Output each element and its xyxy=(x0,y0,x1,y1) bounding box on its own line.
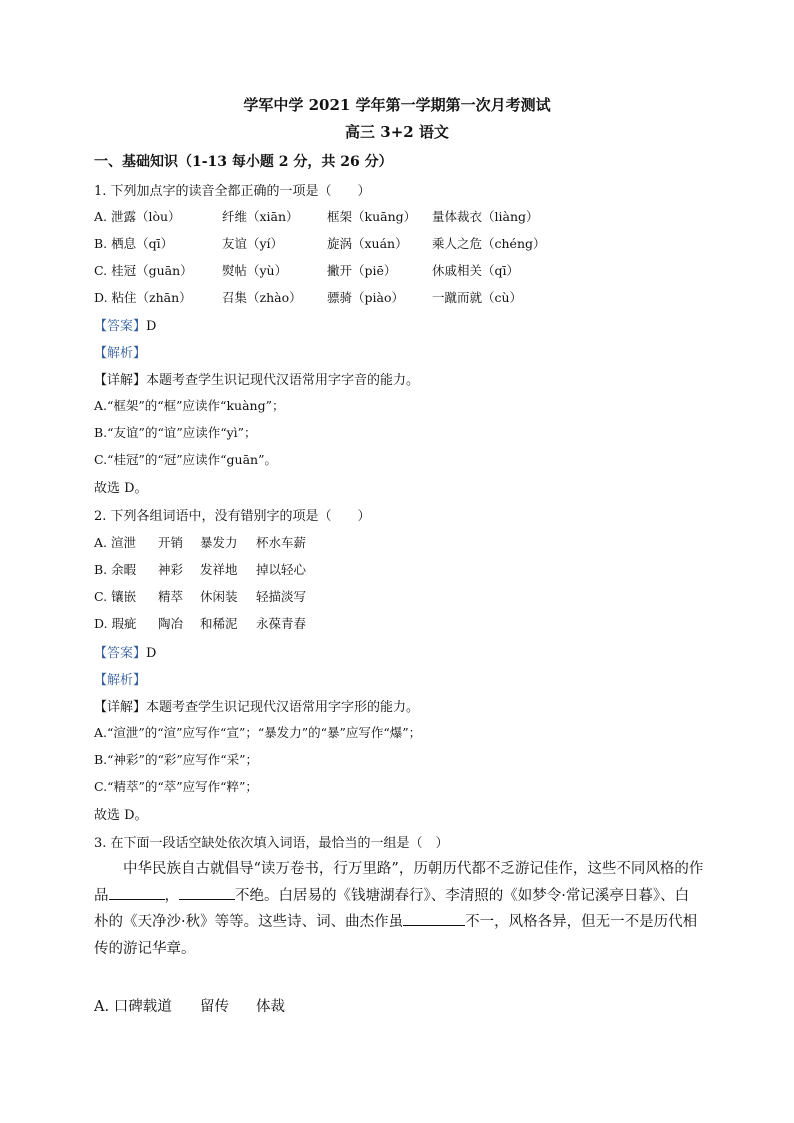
q1-option-c-4: 休戚相关（qī） xyxy=(432,263,519,278)
q2-note-a: A.“渲泄”的“渲”应写作“宣”；“暴发力”的“暴”应写作“爆”； xyxy=(94,725,422,740)
q1-note-c: C.“桂冠”的“冠”应读作“guān”。 xyxy=(94,452,277,467)
q1-detail-text: 本题考查学生识记现代汉语常用字字音的能力。 xyxy=(146,373,420,388)
q2-detail-label: 【详解】 xyxy=(94,700,147,715)
q2-option-b-3: 发祥地 xyxy=(200,562,238,577)
section-heading: 一、基础知识（1-13 每小题 2 分，共 26 分） xyxy=(94,154,393,170)
q1-option-a-3: 框架（kuāng） xyxy=(327,209,417,224)
q2-conclusion: 故选 D。 xyxy=(94,808,148,823)
q1-answer xyxy=(94,315,156,334)
q1-analysis-label: 【解析】 xyxy=(94,346,147,361)
q3-passage-text-2a: 品 xyxy=(94,887,109,904)
q1-option-d-1: D. 粘住（zhān） xyxy=(94,290,192,305)
q3-blank-3 xyxy=(403,911,465,926)
q2-answer xyxy=(94,642,156,661)
q2-option-d-3: 和稀泥 xyxy=(200,616,238,631)
q1-option-d-2: 召集（zhào） xyxy=(222,290,302,305)
q3-passage-text-4: 传的游记华章。 xyxy=(94,940,196,957)
q1-note-a: A.“框架”的“框”应读作“kuàng”； xyxy=(94,398,285,413)
q2-option-c-3: 休闲装 xyxy=(200,589,238,604)
q1-stem: 1. 下列加点字的读音全都正确的一项是（ ） xyxy=(94,184,371,199)
q2-option-a-1: A. 渲泄 xyxy=(94,535,136,550)
q2-option-c-4: 轻描淡写 xyxy=(256,589,307,604)
exam-title: 学军中学 2021 学年第一学期第一次月考测试 xyxy=(243,96,551,114)
q1-option-c-1: C. 桂冠（guān） xyxy=(94,263,193,278)
q2-option-a-2: 开销 xyxy=(158,535,184,550)
q3-blank-1 xyxy=(109,885,165,900)
q2-option-d-1: D. 瑕疵 xyxy=(94,616,137,631)
q3-passage-text-3a: 朴的《天净沙·秋》等等。这些诗、词、曲杰作虽 xyxy=(94,914,404,930)
q2-answer-label: 【答案】 xyxy=(94,646,147,661)
q2-detail-text: 本题考查学生识记现代汉语常用字字形的能力。 xyxy=(146,700,420,715)
q2-analysis xyxy=(94,669,146,688)
q1-option-d-3: 骠骑（piào） xyxy=(327,290,404,305)
q2-analysis-label: 【解析】 xyxy=(94,673,147,688)
q3-passage-line-2 xyxy=(94,883,700,910)
q1-option-c-2: 熨帖（yù） xyxy=(222,263,288,278)
q1-option-b-1: B. 栖息（qī） xyxy=(94,236,174,251)
q1-option-b-3: 旋涡（xuán） xyxy=(327,236,408,251)
q1-conclusion: 故选 D。 xyxy=(94,481,148,496)
q2-answer-value: D xyxy=(146,646,157,661)
q1-option-d-4: 一蹴而就（cù） xyxy=(432,290,523,305)
q1-detail-label: 【详解】 xyxy=(94,373,147,388)
q3-option-a-2: 留传 xyxy=(200,999,229,1015)
q3-passage xyxy=(94,856,704,962)
q2-option-c-2: 精萃 xyxy=(158,589,184,604)
q2-option-d-4: 永葆青春 xyxy=(256,616,307,631)
q2-stem: 2. 下列各组词语中，没有错别字的项是（ ） xyxy=(94,509,371,524)
q1-option-a-1: A. 泄露（lòu） xyxy=(94,209,181,224)
q3-passage-text-2c: 不绝。白居易的《钱塘湖春行》、李清照的《如梦令·常记溪亭日暮》、白 xyxy=(235,887,690,904)
q3-passage-line-1 xyxy=(94,856,704,883)
q2-option-c-1: C. 镶嵌 xyxy=(94,589,137,604)
q3-passage-text-3b: 不一，风格各异，但无一不是历代相 xyxy=(465,914,698,930)
q2-option-b-1: B. 余暇 xyxy=(94,562,137,577)
exam-subtitle: 高三 3+2 语文 xyxy=(345,123,449,141)
q1-option-b-2: 友谊（yí） xyxy=(222,236,284,251)
q1-note-b: B.“友谊”的“谊”应读作“yì”； xyxy=(94,425,257,440)
q3-stem: 3. 在下面一段话空缺处依次填入词语，最恰当的一组是（ ） xyxy=(94,836,449,851)
q3-passage-line-4 xyxy=(94,936,700,963)
q3-option-a-1: A. 口碑载道 xyxy=(94,999,172,1015)
q2-option-a-4: 杯水车薪 xyxy=(256,535,307,550)
q1-option-a-4: 量体裁衣（liàng） xyxy=(432,209,539,224)
q3-passage-line-3 xyxy=(94,909,700,936)
q1-answer-value: D xyxy=(146,319,157,334)
q2-note-c: C.“精萃”的“萃”应写作“粹”； xyxy=(94,779,258,794)
q1-option-a-2: 纤维（xiān） xyxy=(222,209,299,224)
q3-blank-2 xyxy=(179,885,235,900)
q3-option-a-3: 体裁 xyxy=(256,999,285,1015)
q2-note-b: B.“神彩”的“彩”应写作“采”； xyxy=(94,752,259,767)
q1-analysis xyxy=(94,342,146,361)
q2-option-b-4: 掉以轻心 xyxy=(256,562,307,577)
q3-passage-text-1: 中华民族自古就倡导“读万卷书，行万里路”，历朝历代都不乏游记佳作，这些不同风格的作 xyxy=(123,861,704,877)
q3-passage-text-2b: ， xyxy=(164,887,179,904)
q1-option-c-3: 撇开（piē） xyxy=(327,263,397,278)
q2-option-d-2: 陶冶 xyxy=(158,616,184,631)
q1-answer-label: 【答案】 xyxy=(94,319,147,334)
q2-option-b-2: 神彩 xyxy=(158,562,184,577)
q2-option-a-3: 暴发力 xyxy=(200,535,238,550)
q1-detail xyxy=(94,369,419,388)
q1-option-b-4: 乘人之危（chéng） xyxy=(432,236,546,251)
q2-detail xyxy=(94,696,419,715)
